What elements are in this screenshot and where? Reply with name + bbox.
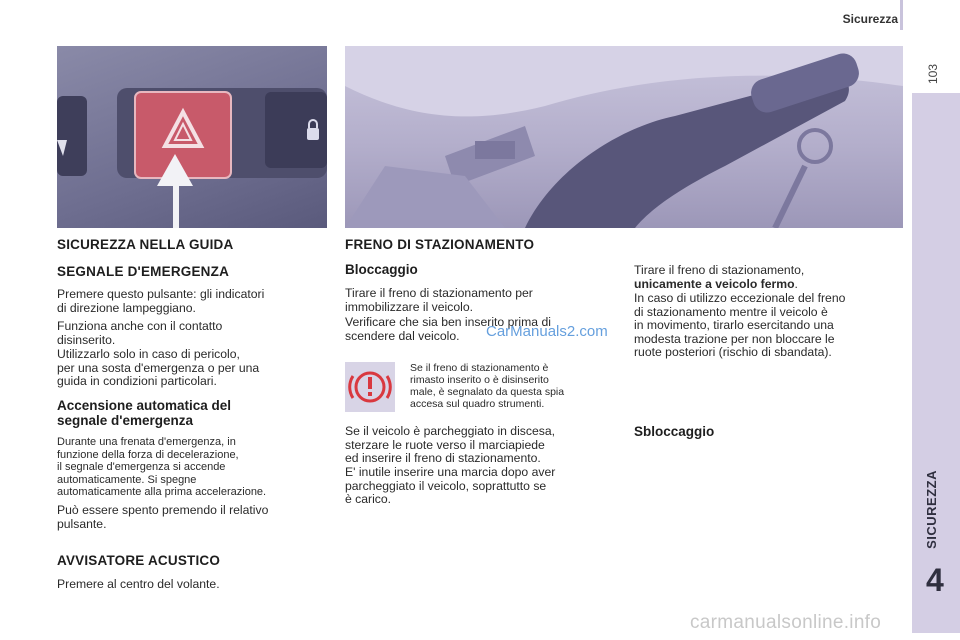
slope-paragraph-1: Se il veicolo è parcheggiato in discesa, sterzare le ruote verso il marciapiede ed inserire il freno di stazionamento. [345, 424, 556, 465]
chapter-tab [912, 93, 960, 633]
brake-warning-icon [345, 362, 395, 412]
pull-paragraph: Tirare il freno di stazionamento, unicamente a veicolo fermo. [634, 263, 805, 291]
parking-brake-illustration [345, 46, 903, 228]
horn-paragraph: Premere al centro del volante. [57, 577, 220, 591]
auto-hazard-heading: Accensione automatica del segnale d'emergenza [57, 398, 232, 428]
exceptional-use-paragraph: In caso di utilizzo eccezionale del freno di stazionamento mentre il veicolo è in movimento, tirarlo esercitando una modesta trazione per non bloccare le ruote posteriori (rischio di sbandata). [634, 291, 846, 359]
unlock-heading: Sbloccaggio [634, 424, 715, 439]
hazard-heading: SEGNALE D'EMERGENZA [57, 264, 230, 279]
slope-paragraph-2: E' inutile inserire una marcia dopo aver parcheggiato il veicolo, soprattutto se è carico. [345, 465, 556, 506]
hazard-paragraph-3: Utilizzarlo solo in caso di pericolo, per una sosta d'emergenza o per una guida in condizioni particolari. [57, 347, 260, 388]
hazard-switch-illustration [57, 46, 327, 228]
page-section-title: Sicurezza [842, 12, 898, 26]
section-title-safety: SICUREZZA NELLA GUIDA [57, 237, 234, 252]
header-divider [900, 0, 903, 30]
auto-hazard-paragraph: Durante una frenata d'emergenza, in funzione della forza di decelerazione, il segnale d'emergenza si accende automaticamente. Si spegne automaticamente alla prima accelerazione. [57, 436, 267, 498]
watermark-footer: carmanualsonline.info [690, 612, 882, 633]
auto-hazard-off-paragraph: Può essere spento premendo il relativo pulsante. [57, 503, 269, 531]
brake-warning-note: Se il freno di stazionamento è rimasto inserito o è disinserito male, è segnalato da questa spia accesa sul quadro strumenti. [410, 362, 565, 410]
hazard-paragraph-1: Premere questo pulsante: gli indicatori di direzione lampeggiano. [57, 287, 265, 315]
watermark-overlay: CarManuals2.com [486, 323, 608, 340]
lock-paragraph-2: Verificare che sia ben inserito prima di scendere dal veicolo. [345, 315, 551, 343]
horn-heading: AVVISATORE ACUSTICO [57, 553, 221, 568]
page-number: 103 [926, 63, 940, 84]
chapter-number: 4 [926, 562, 944, 598]
brake-warning-lamp [345, 362, 395, 412]
section-title-parking-brake: FRENO DI STAZIONAMENTO [345, 237, 535, 252]
lock-heading: Bloccaggio [345, 262, 418, 277]
hazard-paragraph-2: Funziona anche con il contatto disinserito. [57, 319, 223, 347]
hazard-switch-image [57, 46, 327, 228]
chapter-label: SICUREZZA [924, 470, 939, 549]
lock-paragraph-1: Tirare il freno di stazionamento per immobilizzare il veicolo. [345, 286, 533, 314]
parking-brake-image [345, 46, 903, 228]
